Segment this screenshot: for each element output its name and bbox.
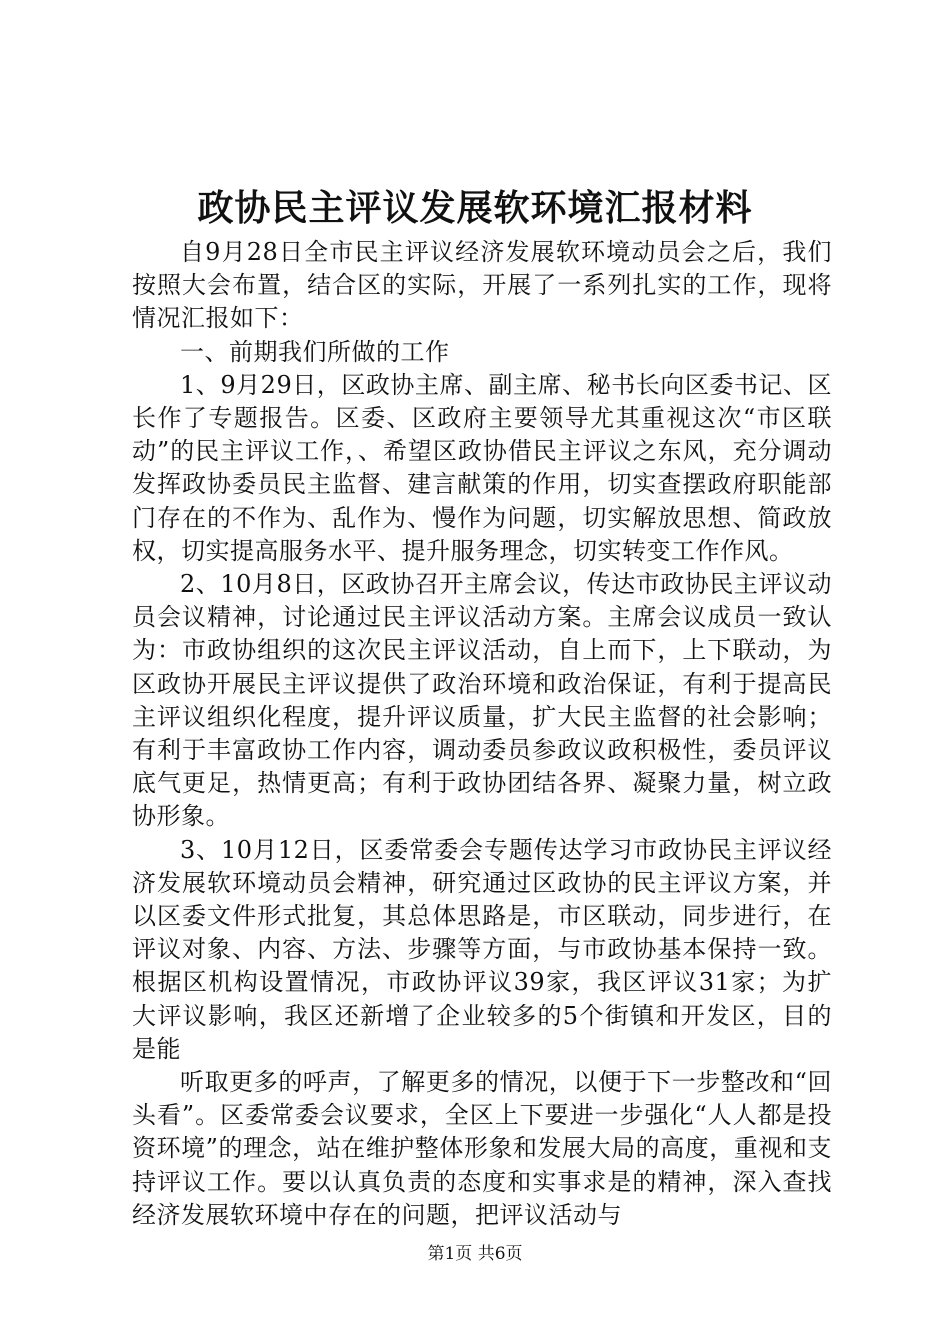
page-footer: 第1页 共6页 xyxy=(427,1244,523,1264)
paragraph-continuation: 听取更多的呼声，了解更多的情况，以便于下一步整改和“回头看”。区委常委会议要求，全区上下要进一步强化“人人都是投资环境”的理念，站在维护整体形象和发展大局的高度，重视和支持评议工作。要以认真负责的态度和实事求是的精神，深入查找经济发展软环境中存在的问题，把评议活动与 xyxy=(132,1068,832,1229)
document-title: 政协民主评议发展软环境汇报材料 xyxy=(197,187,753,229)
paragraph-intro: 自9月28日全市民主评议经济发展软环境动员会之后，我们按照大会布置，结合区的实际，开展了一系列扎实的工作，现将情况汇报如下： xyxy=(132,238,832,333)
section-heading: 一、前期我们所做的工作 xyxy=(180,337,450,366)
document-body xyxy=(132,236,832,1232)
paragraph-item-1: 1、9月29日，区政协主席、副主席、秘书长向区委书记、区长作了专题报告。区委、区政府主要领导尤其重视这次“市区联动”的民主评议工作，、希望区政协借民主评议之东风，充分调动发挥政协委员民主监督、建言献策的作用，切实查摆政府职能部门存在的不作为、乱作为、慢作为问题，切实解放思想、简政放权，切实提高服务水平、提升服务理念，切实转变工作作风。 xyxy=(132,370,832,565)
paragraph-item-2: 2、10月8日，区政协召开主席会议，传达市政协民主评议动员会议精神，讨论通过民主评议活动方案。主席会议成员一致认为：市政协组织的这次民主评议活动，自上而下，上下联动，为区政协开展民主评议提供了政治环境和政治保证，有利于提高民主评议组织化程度，提升评议质量，扩大民主监督的社会影响；有利于丰富政协工作内容，调动委员参政议政积极性，委员评议底气更足，热情更高；有利于政协团结各界、凝聚力量，树立政协形象。 xyxy=(132,570,832,831)
paragraph-item-3: 3、10月12日，区委常委会专题传达学习市政协民主评议经济发展软环境动员会精神，研究通过区政协的民主评议方案，并以区委文件形式批复，其总体思路是，市区联动，同步进行，在评议对象、内容、方法、步骤等方面，与市政协基本保持一致。根据区机构设置情况，市政协评议39家，我区评议31家；为扩大评议影响，我区还新增了企业较多的5个街镇和开发区，目的是能 xyxy=(132,835,832,1063)
